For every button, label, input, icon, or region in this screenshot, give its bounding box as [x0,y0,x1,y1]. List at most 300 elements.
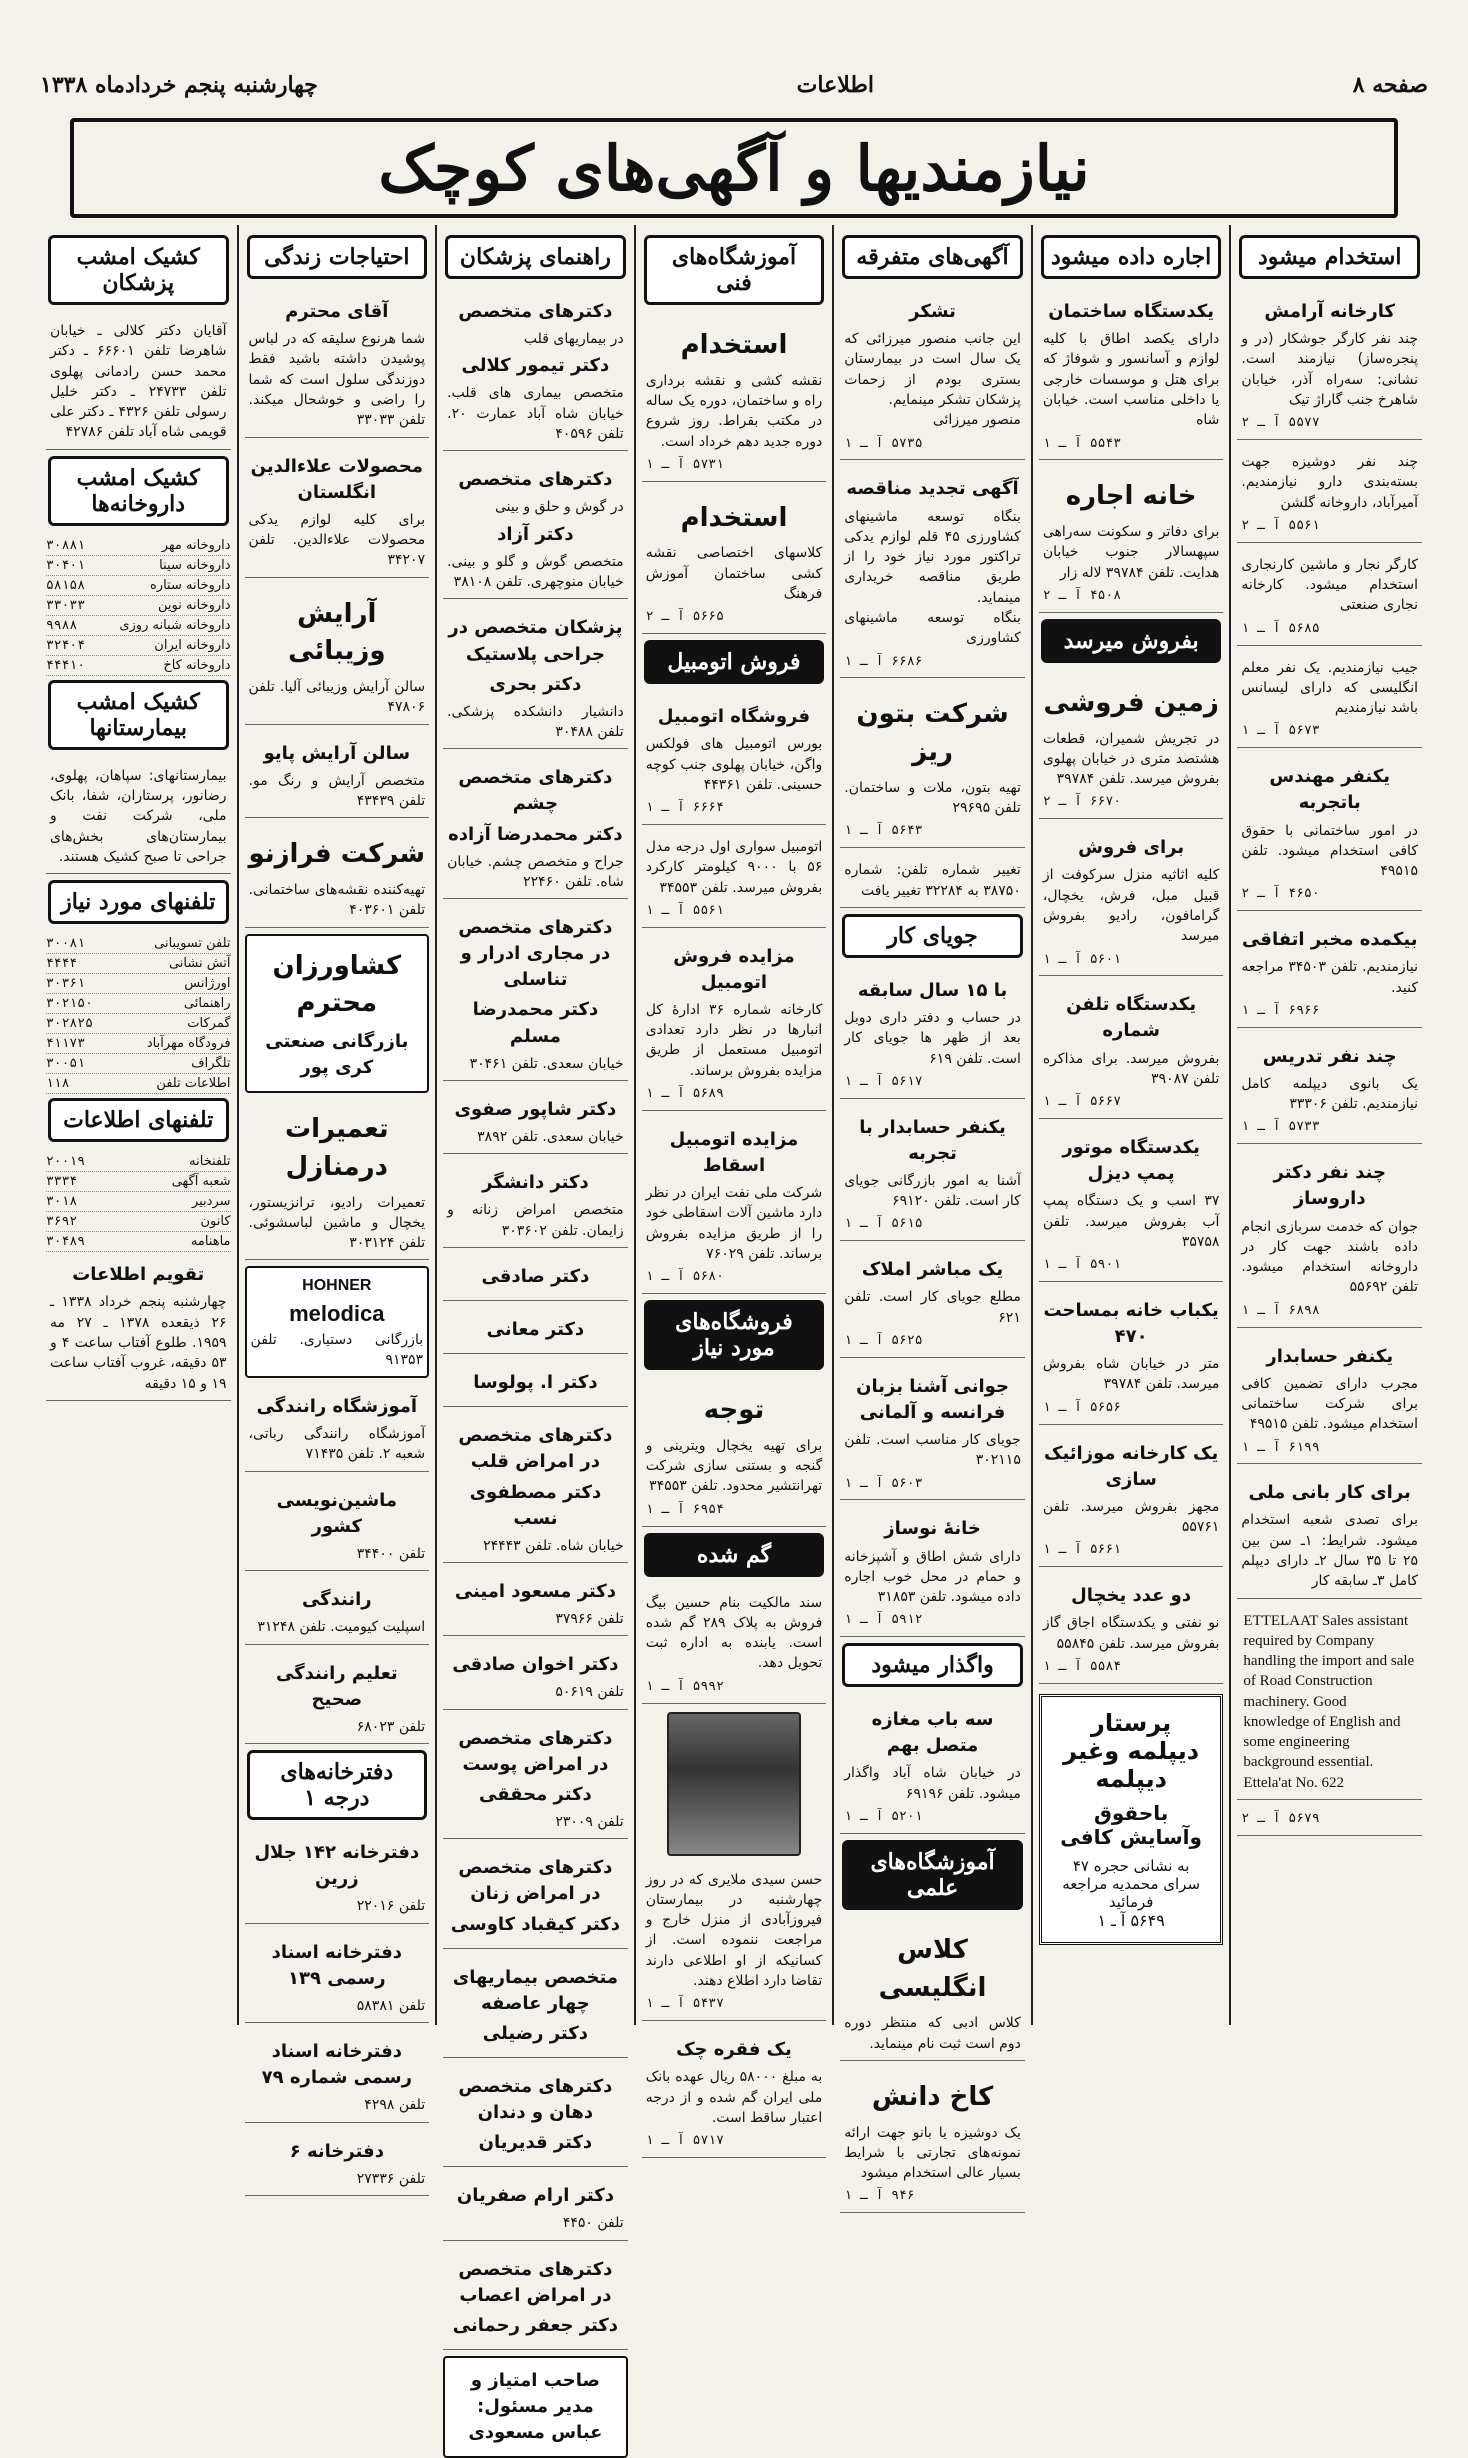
misc-ad [840,684,1025,848]
ad-title: ماشین‌نویسی کشور [276,1489,398,1537]
ad-text: برای تهیه یخچال ویترینی و گنجه و بستنی سازی شرکت تهرانتشیر محدود. تلفن ۳۴۵۵۳ [645,1437,823,1495]
column-misc [832,225,1031,2204]
ad-code: ۶۶۸۶ آ ـ ۱ [844,653,923,669]
ad-code: ۵۲۰۱ آ ـ ۱ [844,1809,923,1825]
ad-code: ۵۶۰۱ آ ـ ۱ [1042,951,1122,967]
list-item [46,596,231,616]
doctor-name: دکتر مسعود امینی [454,1581,616,1602]
ad-title: متخصص بیماریهای چهار عاصفه [452,1966,618,2014]
list-item [46,1034,231,1054]
ad-text: متخصص آرایش و رنگ مو. تلفن ۴۳۴۳۹ [248,772,426,810]
ad-title: پزشکان متخصص در جراحی پلاستیک [448,617,623,665]
ad-text: اسپلیت کیومیت. تلفن ۳۱۲۴۸ [257,1619,426,1636]
doctor-ad [443,755,628,899]
notary-header: دفترخانه‌های درجه ۱ [247,1750,428,1820]
doctor-name: دکتر قدیریان [478,2132,593,2154]
item-name: کانون [200,1214,231,1230]
list-item [46,1192,231,1212]
ad-title: چند نفر دکتر داروساز [1273,1162,1386,1210]
ad-text: متخصص بیماری های قلب. خیابان شاه آباد عمارت ۲۰. تلفن ۴۰۵۹۶ [447,385,624,443]
employment-ad [1237,1034,1422,1145]
doctor-ad [443,457,628,599]
ad-title: یکنفر مهندس باتجربه [1269,766,1391,814]
ad-code: ۵۵۷۷ آ ـ ۲ [1241,415,1320,431]
ad-text: کلیه اثاثیه منزل سرکوفت از قبیل مبل، فرش، یخچال، گرامافون، رادیو بفروش میرسد [1042,867,1220,945]
ad-text: دارای شش اطاق و آشپزخانه و حمام در محل خوب اجاره داده میشود. تلفن ۳۱۸۵۳ [844,1548,1021,1606]
ad-text: بفروش میرسد. برای مذاکره تلفن ۳۹۰۸۷ [1042,1050,1220,1087]
ad-text: جوان که خدمت سربازی انجام داده باشند جهت کار در داروخانه استخدام میشود. تلفن ۵۵۶۹۲ [1241,1218,1418,1296]
lost-ad [642,2027,827,2158]
doctor-ad [443,905,628,1081]
ad-text: تهیه‌کننده نقشه‌های ساختمانی. تلفن ۴۰۳۶۰۱ [248,882,426,919]
item-name: آتش نشانی [168,956,231,972]
ad-title: کلاس انگلیسی [878,1934,987,2003]
ad-text: کلاس ادبی که منتظر دوره دوم است ثبت نام مینماید. [844,2015,1021,2052]
rental-header: اجاره داده میشود [1041,235,1222,279]
ad-text: شما هرنوع سلیقه که در لباس پوشیدن داشته باشید فقط دوزندگی سلول است که شما را راضی و خوشحال میکند. تلفن ۳۳۰۳۳ [248,331,426,429]
ad-code: ۵۶۰۳ آ ـ ۱ [844,1475,923,1491]
ad-title: رانندگی [301,1589,372,1611]
doctor-name: دکتر محققی [479,1783,592,1805]
ad-code: ۵۹۱۲ آ ـ ۱ [844,1612,923,1628]
employment-ad [1237,289,1422,440]
ad-title: توجه [703,1395,765,1426]
item-phone: ۴۴۴۴ [45,956,78,972]
doctor-ad [443,605,628,749]
ad-code: ۵۵۶۱ آ ـ ۱ [645,902,724,918]
night-hospitals-header: کشیک امشب بیمارستانها [48,680,229,750]
banner-title: نیازمندیها و آگهی‌های کوچک [378,131,1090,205]
ad-title: فروشگاه اتومبیل [657,706,811,728]
doctor-ad [443,1160,628,1248]
ad-title: کاخ دانش [871,2081,994,2112]
night-pharmacies-header: کشیک امشب داروخانه‌ها [48,456,229,526]
ad-code: ۵۵۸۴ آ ـ ۱ [1042,1658,1122,1674]
ad-code: ۵۶۶۱ آ ـ ۱ [1042,1542,1122,1558]
ad-text: خیابان سعدی. تلفن ۳۰۴۶۱ [469,1055,624,1072]
ettelaat-phones-header: تلفنهای اطلاعات [48,1098,229,1142]
doctor-ad [443,1642,628,1709]
ad-text: تهیه بتون، ملات و ساختمان. تلفن ۲۹۶۹۵ [844,779,1021,817]
list-item [46,954,231,974]
ad-text: آشنا به امور بازرگانی جویای کار است. تلفن ۶۹۱۲۰ [844,1172,1021,1210]
ad-text: متخصص امراض زنانه و زایمان. تلفن ۳۰۳۶۰۲ [447,1202,624,1239]
ettelaat-phones-list [46,1152,231,1252]
night-doctors-text [46,315,231,450]
ad-title: چند نفر تدریس [1262,1045,1397,1067]
science-schools-header: آموزشگاه‌های علمی [842,1840,1023,1910]
ad-code: ۵۷۳۵ آ ـ ۱ [844,435,923,451]
ad-sign: منصور میرزائی [932,412,1021,429]
ad-text: تلفن ۳۷۹۶۶ [555,1611,624,1628]
ad-text: بورس اتومبیل های فولکس واگن، خیابان پهلوی جنب کوچه حسینی. تلفن ۴۴۳۶۱ [645,736,823,793]
life-ad [245,1099,430,1260]
employment-ad [1237,1334,1422,1465]
ad-text: دارای یکصد اطاق با کلیه لوازم و آسانسور و شوفاژ که برای هتل و موسسات خارجی یا داخلی مناسب است. خیابان شاه [1042,331,1220,429]
ad-code: ۴۵۰۸ آ ـ ۲ [1042,588,1122,603]
doctor-name: دکتر جعفر رحمانی [452,2314,618,2336]
ad-title: دکترهای متخصص در امراض اعصاب [458,2258,613,2306]
ad-title: شرکت بتون ریز [856,699,1009,768]
ad-title: آرایش وزیبائی [288,598,386,667]
list-item [46,636,231,656]
ad-text: بیمارستانهای: سپاهان، پهلوی، رضانور، پرستاران، شفا، بانک ملی، شرکت نفت و بیمارستان‌های بخش‌های جراحی تا صبح کشیک هستند. [49,767,227,865]
list-item [46,934,231,954]
ad-text: کارگر نجار و ماشین کارنجاری استخدام میشود. کارخانه نجاری صنعتی [1241,556,1418,614]
item-name: داروخانه نوین [158,597,231,613]
item-name: داروخانه شبانه روزی [119,617,231,633]
life-ad [245,1577,430,1644]
ad-text: یک دوشیزه یا بانو جهت ارائه نمونه‌های تجارتی با شرایط بسیار عالی استخدام میشود [844,2124,1021,2182]
school-ad [840,2067,1025,2213]
misc-ad [840,466,1025,678]
ad-code: ۵۷۳۳ آ ـ ۱ [1241,1119,1320,1135]
ad-title: دو عدد یخچال [1071,1585,1192,1607]
ad-title: یک مباشر املاک [861,1259,1004,1281]
ad-title: سالن آرایش پایو [263,742,411,764]
ad-title: دکترهای متخصص دهان و دندان [458,2075,613,2124]
ad-code: ۵۴۳۷ آ ـ ۱ [645,1996,724,2012]
doctor-name: دکتر تیمور کلالی [461,355,610,377]
handover-header: واگذار میشود [842,1643,1023,1687]
ad-text: بازرگانی دستیاری. تلفن ۹۱۳۵۳ [250,1331,424,1368]
ad-text: آقایان دکتر کلالی ـ خیابان شاهرضا تلفن ۶۶۶۰۱ ـ دکتر محمد حسن رادمانی پهلوی تلفن ۲۴۷۳۳ ـ دکتر خلیل رسولی تلفن ۴۳۲۶ ـ دکتر علی قویمی شاه آباد تلفن ۴۲۷۸۶ [49,323,227,441]
ad-text: تلفن ۲۳۰۰۹ [555,1814,624,1831]
car-sale-header: فروش اتومبیل [644,640,825,684]
ad-text: در حساب و دفتر داری دوبل بعد از ظهر ها جویای کار است. تلفن ۶۱۹ [844,1009,1021,1067]
life-ad [245,1384,430,1472]
item-phone: ۳۰۱۸ [45,1194,78,1210]
doctor-ad [443,1307,628,1354]
item-phone: ۲۰۰۱۹ [45,1154,86,1170]
page-number: صفحه ۸ [1352,72,1428,98]
ad-title: آموزشگاه رانندگی [256,1396,418,1418]
doctor-ad [443,1087,628,1154]
needed-stores-header: فروشگاه‌های مورد نیاز [644,1300,825,1370]
list-item [46,536,231,556]
farmers-ad [245,934,430,1094]
life-needs-header: احتیاجات زندگی [247,235,428,279]
list-item [46,1014,231,1034]
ad-text: جیب نیازمندیم. یک نفر معلم انگلیسی که دارای لیسانس باشد نیازمندیم [1241,659,1418,717]
ad-title: دکترهای متخصص در مجاری ادرار و تناسلی [458,917,613,991]
ad-text: خیابان سعدی. تلفن ۳۸۹۲ [477,1129,624,1146]
ad-code: ۵۶۸۹ آ ـ ۱ [645,1086,724,1102]
ad-title: سه باب مغازه متصل بهم [871,1709,994,1757]
ad-title: محصولات علاءالدین انگلستان [250,455,423,503]
ad-code: ۵۷۱۷ آ ـ ۱ [645,2133,724,2149]
notice-line3: به نشانی حجره ۴۷ سرای محمدیه مراجعه فرمائید [1062,1856,1201,1911]
employment-ad [1237,652,1422,749]
item-name: راهنمائی [183,996,231,1012]
ad-title: دکترهای متخصص در امراض پوست [458,1727,613,1775]
doctor-name: دکتر شاپور صفوی [454,1098,617,1120]
notice-line1: پرستار دیپلمه وغیر دیپلمه [1063,1708,1200,1793]
item-phone: ۳۰۳۶۱ [45,976,86,992]
ad-title: دکترهای متخصص در امراض قلب [458,1425,613,1473]
item-name: داروخانه ایران [154,637,231,653]
ad-title: زمین فروشی [1043,687,1219,718]
ad-text: تلفن ۵۸۳۸۱ [356,1997,426,2014]
doctor-name: دکتر معانی [486,1319,585,1341]
ad-text: خیابان شاه. تلفن ۲۴۴۴۳ [483,1537,624,1554]
ad-sub: بازرگانی صنعتی کری پور [265,1030,409,1079]
item-name: تلگراف [191,1056,231,1072]
column-night [40,225,237,2025]
doctor-ad [443,2064,628,2167]
lost-ad [642,1864,827,2022]
ad-text: حسن سیدی ملایری که در روز چهارشنبه در بیمارستان فیروزآبادی از منزل خارج و مراجعت ننموده است. از کسانیکه از او اطلاعی دارند تقاضا دارد اطلاع دهند. [645,1871,823,1990]
ad-title: مزایده اتومبیل اسقاط [669,1128,799,1177]
item-phone: ۳۰۴۸۹ [45,1234,86,1250]
ad-text: کارخانه شماره ۳۶ ادارهٔ کل انبارها در نظر دارد تعدادی اتومبیل مستعمل از طریق مزایده بفروش برساند. [645,1001,823,1079]
ad-title: آقای محترم [285,301,389,322]
paper-name: اطلاعات [796,72,874,98]
ad-text: برای کلیه لوازم یدکی محصولات علاءالدین. تلفن ۳۴۲۰۷ [248,511,426,569]
issue-date: چهارشنبه پنجم خردادماه ۱۳۳۸ [40,72,318,98]
ad-text: جراح و متخصص چشم. خیابان شاه. تلفن ۲۲۴۶۰ [447,853,624,890]
sale-ad [1039,673,1224,819]
rental-ad [1039,466,1224,612]
doctor-name: دکتر بحری [489,673,582,695]
nurse-notice [1039,1694,1224,1945]
life-ad [245,824,430,927]
ad-title: آگهی تجدید مناقصه [846,478,1019,500]
doctor-name: دکتر اخوان صادقی [452,1654,619,1676]
ad-code: ۵۵۶۱ آ ـ ۲ [1241,518,1320,534]
doctor-ad [443,1413,628,1563]
ad-text: یک بانوی دیپلمه کامل نیازمندیم. تلفن ۳۳۳۰۶ [1241,1075,1418,1113]
life-ad [245,584,430,725]
ad-text: تلفن ۵۰۶۱۹ [555,1684,624,1701]
car-ad [642,1117,827,1294]
item-name: فرودگاه مهرآباد [146,1036,231,1052]
doctor-name: دکتر کیقباد کاوسی [450,1913,621,1935]
item-phone: ۹۹۸۸ [45,617,78,633]
ad-text: تعمیرات رادیو، ترانزیستور، یخچال و ماشین لباسشوئی. تلفن ۳۰۳۱۲۴ [248,1194,426,1252]
ad-text: در امور ساختمانی با حقوق کافی استخدام میشود. تلفن ۴۹۵۱۵ [1241,822,1418,880]
publisher-credit: صاحب امتیاز و مدیر مسئول: عباس مسعودی [468,2369,603,2444]
school-ad [840,1920,1025,2061]
list-item [46,1152,231,1172]
sale-ad [1039,825,1224,976]
ad-text: برای دفاتر و سکونت سه‌راهی سپهسالار جنوب خیابان هدایت. تلفن ۳۹۷۸۴ لاله زار [1042,524,1220,581]
ad-title: کارخانه آرامش [1264,301,1395,322]
column-employment [1229,225,1428,2025]
ad-text: ۳۷ اسب و یک دستگاه پمپ آب بفروش میرسد. تلفن ۳۵۷۵۸ [1042,1193,1220,1250]
ad-code: ۵۶۸۵ آ ـ ۱ [1241,620,1320,636]
ad-title: تعلیم رانندگی صحیح [275,1662,398,1710]
ad-text: کلاسهای اختصاصی نقشه کشی ساختمان آموزش فرهنگ [645,545,823,602]
list-item [46,656,231,676]
job-seeker-header: جویای کار [842,914,1023,958]
ad-title: خانهٔ نوساز [884,1518,981,1540]
ad-title: یک کارخانه موزائیک سازی [1044,1442,1219,1490]
columns [40,225,1428,2444]
list-item [46,994,231,1014]
item-name: داروخانه سینا [159,557,231,573]
item-phone: ۳۰۴۰۱ [45,557,86,573]
ad-title: یکنفر حسابدار [1266,1345,1394,1367]
item-phone: ۴۴۴۱۰ [45,657,86,673]
doctor-ad [443,1716,628,1840]
item-phone: ۵۸۱۵۸ [45,577,86,593]
employment-ad [1237,1470,1422,1598]
item-phone: ۳۶۹۲ [45,1214,78,1230]
employment-ad [1237,917,1422,1028]
column-life [237,225,436,2187]
notary-ad [245,1830,430,1923]
column-tech [634,225,833,2149]
ad-title: یکنفر حسابدار با تجربه [859,1116,1006,1164]
melodica-ad [245,1266,430,1378]
column-doctors [435,225,634,2444]
life-ad [245,444,430,578]
doctors-header: راهنمای پزشکان [445,235,626,279]
ad-title: دکترهای متخصص [458,469,613,491]
ad-text: اتومبیل سواری اول درجه مدل ۵۶ با ۹۰۰۰ کیلومتر کارکرد بفروش میرسد. تلفن ۳۴۵۵۳ [645,838,823,896]
night-doctors-header: کشیک امشب پزشکان [48,235,229,305]
ad-text: سند مالکیت بنام حسین بیگ فروش به پلاک ۲۸۹ گم شده است. یابنده به اداره ثبت تحویل دهد. [645,1594,823,1672]
ad-code: ۶۶۶۴ آ ـ ۱ [645,800,724,816]
ad-title: جوانی آشنا بزبان فرانسه و آلمانی [856,1375,1009,1423]
ad-text: تلفن ۲۲۰۱۶ [356,1898,426,1915]
calendar-text: چهارشنبه پنجم خرداد ۱۳۳۸ ـ ۲۶ ذیقعده ۱۳۷۸ ـ ۲۷ مه ۱۹۵۹. طلوع آفتاب ساعت ۴ و ۵۳ دقیقه، غروب آفتاب ساعت ۱۹ و ۱۵ دقیقه [49,1294,227,1392]
product-name: melodica [289,1300,385,1326]
doctor-ad [443,1955,628,2058]
ad-title: بیکمده مخبر اتفاقی [1241,929,1418,951]
notary-ad [245,1930,430,2023]
ad-title: شرکت فرازنو [248,839,426,870]
doctor-ad [443,1254,628,1301]
ad-text: تغییر شماره تلفن: شماره ۳۸۷۵۰ به ۳۲۲۸۴ تغییر یافت [844,862,1021,899]
car-ad [642,934,827,1111]
doctor-name: دکتر محمدرضا آزاده [448,823,623,845]
item-phone: ۳۰۰۵۱ [45,1056,86,1072]
item-name: ماهنامه [190,1234,231,1250]
ad-text: متخصص گوش و گلو و بینی. خیابان منوچهری. تلفن ۳۸۱۰۸ [447,553,624,591]
sale-ad [1039,1288,1224,1425]
quick-sale-header: بفروش میرسد [1041,619,1222,663]
needed-phones-header: تلفنهای مورد نیاز [48,880,229,924]
ad-code: ۵۶۷۹ آ ـ ۲ [1241,1810,1320,1826]
ad-sub: در بیماریهای قلب [523,331,624,348]
ad-title: دفترخانه اسناد رسمی ۱۳۹ [271,1941,403,1989]
ad-code: ۵۶۵۶ آ ـ ۱ [1042,1399,1122,1415]
employment-ad [1237,549,1422,646]
item-name: شعبه آگهی [171,1174,231,1190]
ad-text: مطلع جویای کار است. تلفن ۶۲۱ [844,1289,1021,1326]
list-item [46,974,231,994]
doctor-ad [443,1845,628,1948]
needed-phones-list [46,934,231,1094]
brand-name: HOHNER [302,1277,372,1295]
night-hospitals-text [46,760,231,874]
ad-text: برای تصدی شعبه استخدام میشود. شرایط: ۱ـ سن بین ۲۵ تا ۳۵ سال ۲ـ دارای دیپلم کامل ۳ـ سابقه کار [1241,1512,1419,1590]
list-item [46,1172,231,1192]
ad-code: ۵۹۰۱ آ ـ ۱ [1042,1257,1122,1273]
employment-ad [1237,446,1422,543]
item-name: سردبیر [191,1194,231,1210]
ad-code: ۵۹۹۲ آ ـ ۱ [645,1678,724,1694]
masthead-credit [443,2356,628,2458]
item-name: گمرکات [187,1016,231,1032]
ad-text: چند نفر کارگر جوشکار (در و پنجره‌ساز) نیازمند است. نشانی: سه‌راه آذر، خیابان شاهرخ جنب گاراژ تیک [1241,331,1418,408]
item-name: داروخانه مهر [161,537,231,553]
sale-ad [1039,982,1224,1119]
ad-code: ۶۹۵۴ آ ـ ۱ [645,1501,724,1517]
ad-title: دکترهای متخصص در امراض زنان [458,1857,613,1905]
ad-title: دفترخانه ۶ [289,2140,384,2162]
doctor-ad [443,2247,628,2350]
item-name: داروخانه ستاره [149,577,231,593]
ad-title: دکترهای متخصص [458,301,613,322]
doctor-name: دکتر ارام صفریان [456,2185,614,2207]
ad-code: ۵۶۷۳ آ ـ ۱ [1241,723,1320,739]
pharmacy-list [46,536,231,676]
doctor-name: دکتر دانشگر [482,1172,589,1194]
item-name: تلفن تسویبانی [154,936,231,952]
item-phone: ۳۲۴۰۴ [45,637,86,653]
ad-title: برای کار بانی ملی [1248,1482,1411,1504]
notice-code: ۵۶۴۹ آ ـ ۱ [1097,1910,1165,1930]
ad-text: چند نفر دوشیزه جهت بسته‌بندی دارو نیازمندیم. آمیرآباد، داروخانه گلشن [1241,454,1418,511]
ad-text: آموزشگاه رانندگی رباتی، شعبه ۲. تلفن ۷۱۴۳۵ [248,1426,426,1463]
ad-title: خانه اجاره [1065,481,1197,512]
ad-code: ۶۹۶۶ آ ـ ۱ [1241,1002,1320,1018]
ad-title: دفترخانه ۱۴۲ جلال زرین [254,1842,420,1890]
doctor-ad [443,2173,628,2240]
item-phone: ۳۰۲۸۲۵ [45,1016,93,1032]
english-ad-code-wrap [1237,1800,1422,1836]
ad-text: مجهز بفروش میرسد. تلفن ۵۵۷۶۱ [1042,1498,1220,1536]
ad-text: نقشه کشی و نقشه برداری راه و ساختمان، دوره یک ساله در مکتب بقراط. روز شروع دوره جدید دهم خرداد است. [645,372,823,450]
tech-header: آموزشگاه‌های فنی [644,235,825,305]
ad-text: تلفن ۶۸۰۲۳ [356,1718,426,1735]
employment-ad [1237,754,1422,911]
job-ad [840,1247,1025,1358]
life-ad [245,731,430,819]
ad-title: کشاورزان محترم [272,950,402,1019]
ad-text: تلفن ۴۴۵۰ [562,2215,624,2232]
item-name: اورژانس [184,976,231,992]
ad-title: تشکر [909,301,956,322]
misc-ad [840,289,1025,460]
ad-text: تلفن ۳۴۴۰۰ [356,1545,426,1562]
ad-code: ۵۶۶۷ آ ـ ۱ [1042,1094,1122,1110]
section-banner [70,118,1398,218]
sale-ad [1039,1573,1224,1684]
doctor-name: دکتر مصطفوی نسب [469,1481,602,1529]
car-ad [642,831,827,928]
ad-title: مزایده فروش اتومبیل [673,945,795,993]
job-ad [840,1364,1025,1501]
ad-code: ۵۵۴۳ آ ـ ۱ [1042,435,1122,451]
ad-code: ۶۸۹۸ آ ـ ۱ [1241,1302,1320,1318]
store-ad [642,1380,827,1526]
calendar-box [46,1252,231,1401]
english-ad: ETTELAAT Sales assistant required by Company handling the import and sale of Road Construction machinery. Good knowledge of English and some engineering background essential. Ettela'at No. 622 [1237,1605,1422,1800]
item-phone: ۳۰۰۸۱ [45,936,86,952]
life-ad [245,1478,430,1571]
ad-text: مجرب دارای تضمین کافی برای شرکت ساختمانی استخدام میشود. تلفن ۴۹۵۱۵ [1241,1375,1418,1433]
ad-text: تلفن ۴۲۹۸ [364,2097,426,2114]
lost-header: گم شده [644,1533,825,1577]
tech-ad [642,315,827,482]
rental-ad [1039,289,1224,460]
list-item [46,556,231,576]
list-item [46,1232,231,1252]
